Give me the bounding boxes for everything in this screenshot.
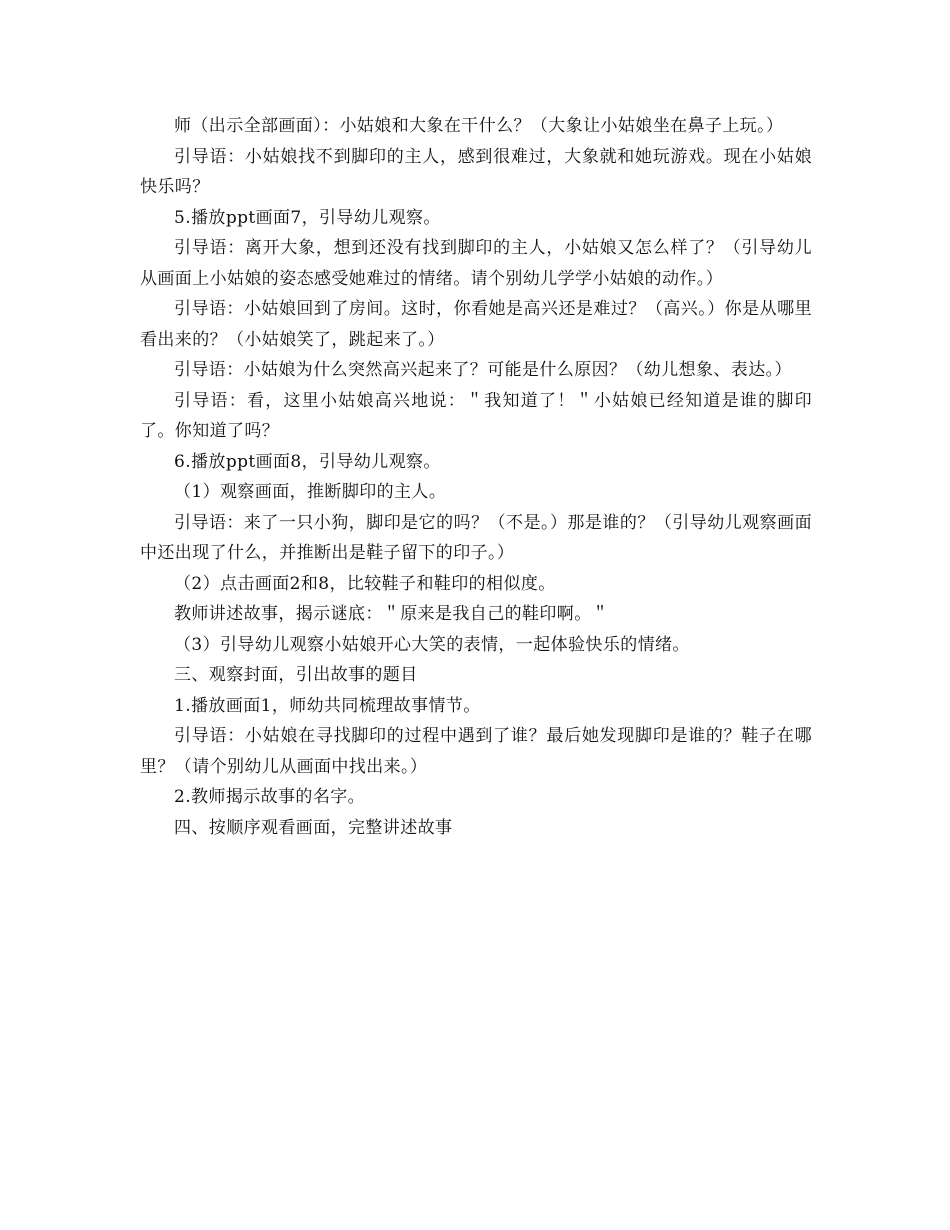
- paragraph: 师（出示全部画面）：小姑娘和大象在干什么？（大象让小姑娘坐在鼻子上玩。）: [174, 116, 784, 136]
- paragraph: 教师讲述故事，揭示谜底：＂原来是我自己的鞋印啊。＂: [174, 604, 609, 624]
- section-heading: 三、观察封面，引出故事的题目: [174, 665, 418, 685]
- paragraph: 引导语：小姑娘找不到脚印的主人，感到很难过，大象就和她玩游戏。现在小姑娘快乐吗？: [140, 146, 812, 197]
- paragraph: （3）引导幼儿观察小姑娘开心大笑的表情，一起体验快乐的情绪。: [174, 634, 690, 655]
- paragraph: 引导语：离开大象，想到还没有找到脚印的主人，小姑娘又怎么样了？（引导幼儿从画面上小姑娘的姿态感受她难过的情绪。请个别幼儿学学小姑娘的动作。）: [140, 238, 812, 289]
- paragraph: 引导语：来了一只小狗，脚印是它的吗？（不是。）那是谁的？（引导幼儿观察画面中还出现了什么，并推断出是鞋子留下的印子。）: [140, 512, 812, 563]
- paragraph: 2.教师揭示故事的名字。: [174, 787, 366, 807]
- paragraph: （2）点击画面2和8，比较鞋子和鞋印的相似度。: [174, 573, 556, 594]
- paragraph: 1.播放画面1，师幼共同梳理故事情节。: [174, 695, 481, 716]
- paragraph: 引导语：小姑娘回到了房间。这时，你看她是高兴还是难过？（高兴。）你是从哪里看出来的？（小姑娘笑了，跳起来了。）: [140, 299, 812, 350]
- paragraph: 5.播放ppt画面7，引导幼儿观察。: [174, 207, 441, 228]
- paragraph: 6.播放ppt画面8，引导幼儿观察。: [174, 451, 441, 472]
- paragraph: 引导语：看，这里小姑娘高兴地说：＂我知道了！＂小姑娘已经知道是谁的脚印了。你知道了吗？: [140, 390, 812, 441]
- paragraph: （1）观察画面，推断脚印的主人。: [174, 482, 447, 502]
- document-body: [140, 111, 812, 843]
- paragraph: 引导语：小姑娘在寻找脚印的过程中遇到了谁？最后她发现脚印是谁的？鞋子在哪里？（请个别幼儿从画面中找出来。）: [140, 726, 812, 777]
- paragraph: 引导语：小姑娘为什么突然高兴起来了？可能是什么原因？（幼儿想象、表达。）: [174, 360, 792, 380]
- section-heading: 四、按顺序观看画面，完整讲述故事: [174, 817, 453, 838]
